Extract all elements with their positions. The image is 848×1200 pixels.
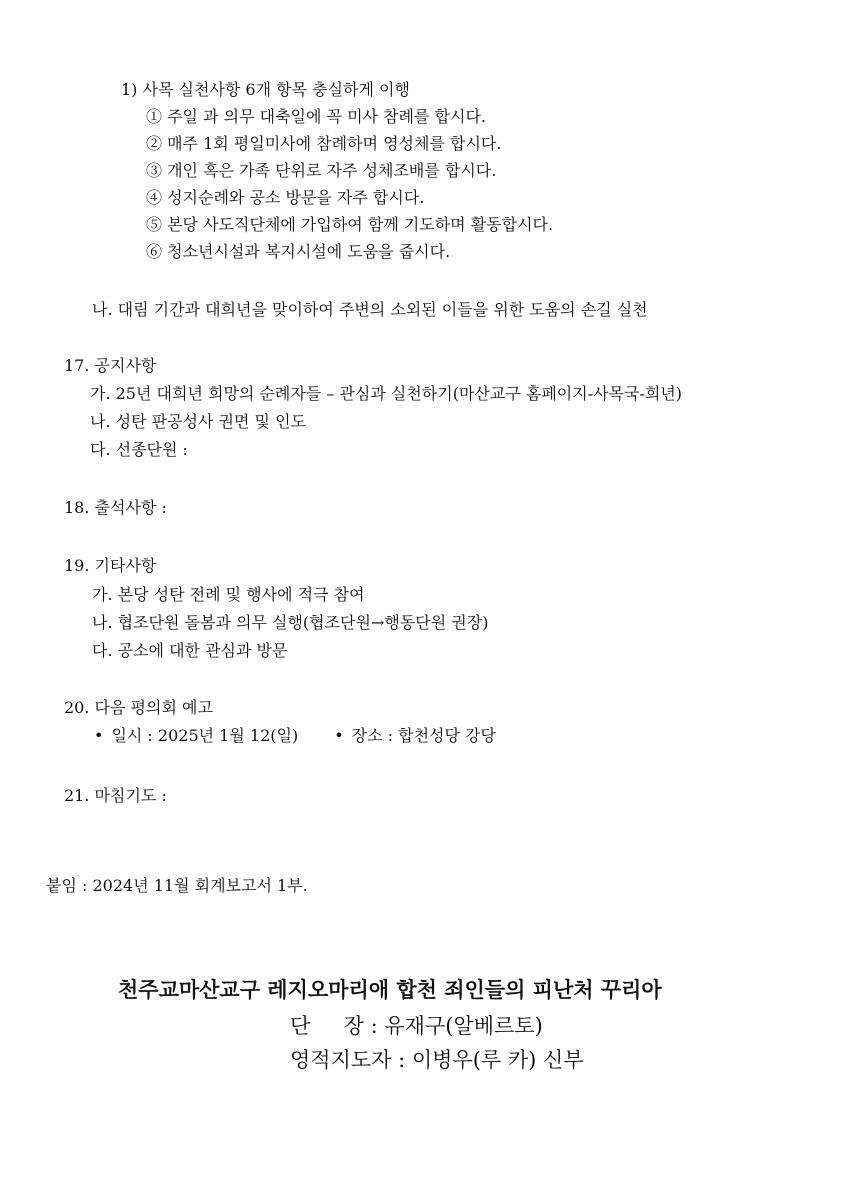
practice-item-6: ⑥ 청소년시설과 복지시설에 도움을 줍시다. <box>146 242 451 261</box>
leader-label: 단 장 <box>290 1014 364 1038</box>
practice-item-2: ② 매주 1회 평일미사에 참례하며 영성체를 합시다. <box>146 134 502 153</box>
organization-name: 천주교마산교구 레지오마리애 합천 죄인들의 피난처 꾸리아 <box>118 977 662 1002</box>
section-20-title: 20. 다음 평의회 예고 <box>64 698 213 717</box>
director-label: 영적지도자 <box>290 1048 392 1072</box>
other-item-3: 다. 공소에 대한 관심과 방문 <box>92 641 288 660</box>
practice-item-1: ① 주일 과 의무 대축일에 꼭 미사 참례를 합시다. <box>146 107 486 126</box>
section-21-title: 21. 마침기도 : <box>64 786 167 805</box>
other-item-1: 가. 본당 성탄 전례 및 행사에 적극 참여 <box>92 585 365 604</box>
other-item-2: 나. 협조단원 돌봄과 의무 실행(협조단원→행동단원 권장) <box>92 613 489 632</box>
section-17-title: 17. 공지사항 <box>64 356 157 375</box>
practice-item-3: ③ 개인 혹은 가족 단위로 자주 성체조배를 합시다. <box>146 161 497 180</box>
next-meeting-line <box>94 726 496 746</box>
director-line <box>290 1047 584 1073</box>
pastoral-practice-title: 1) 사목 실천사항 6개 항목 충실하게 이행 <box>121 80 410 99</box>
meeting-place: 장소 : 합천성당 강당 <box>351 726 496 745</box>
notice-item-2: 나. 성탄 판공성사 권면 및 인도 <box>90 412 306 431</box>
attachment-note: 붙임 : 2024년 11월 회계보고서 1부. <box>46 876 308 895</box>
notice-item-1: 가. 25년 대희년 희망의 순례자들 – 관심과 실천하기(마산교구 홈페이지-사목국-희년) <box>90 384 683 403</box>
bullet-date: • <box>94 726 104 745</box>
notice-item-3: 다. 선종단원 : <box>90 440 188 459</box>
director-name: : 이병우(루 카) 신부 <box>398 1048 584 1072</box>
advent-help-line: 나. 대림 기간과 대희년을 맞이하여 주변의 소외된 이들을 위한 도움의 손길 실천 <box>92 300 648 319</box>
section-18-title: 18. 출석사항 : <box>64 498 167 517</box>
section-19-title: 19. 기타사항 <box>64 556 157 575</box>
leader-name: : 유재구(알베르토) <box>370 1014 543 1038</box>
meeting-date: 일시 : 2025년 1월 12(일) <box>111 726 299 745</box>
practice-item-5: ⑤ 본당 사도직단체에 가입하여 함께 기도하며 활동합시다. <box>146 215 554 234</box>
leader-line <box>290 1013 543 1039</box>
practice-item-4: ④ 성지순례와 공소 방문을 자주 합시다. <box>146 188 425 207</box>
bullet-place: • <box>334 726 344 745</box>
